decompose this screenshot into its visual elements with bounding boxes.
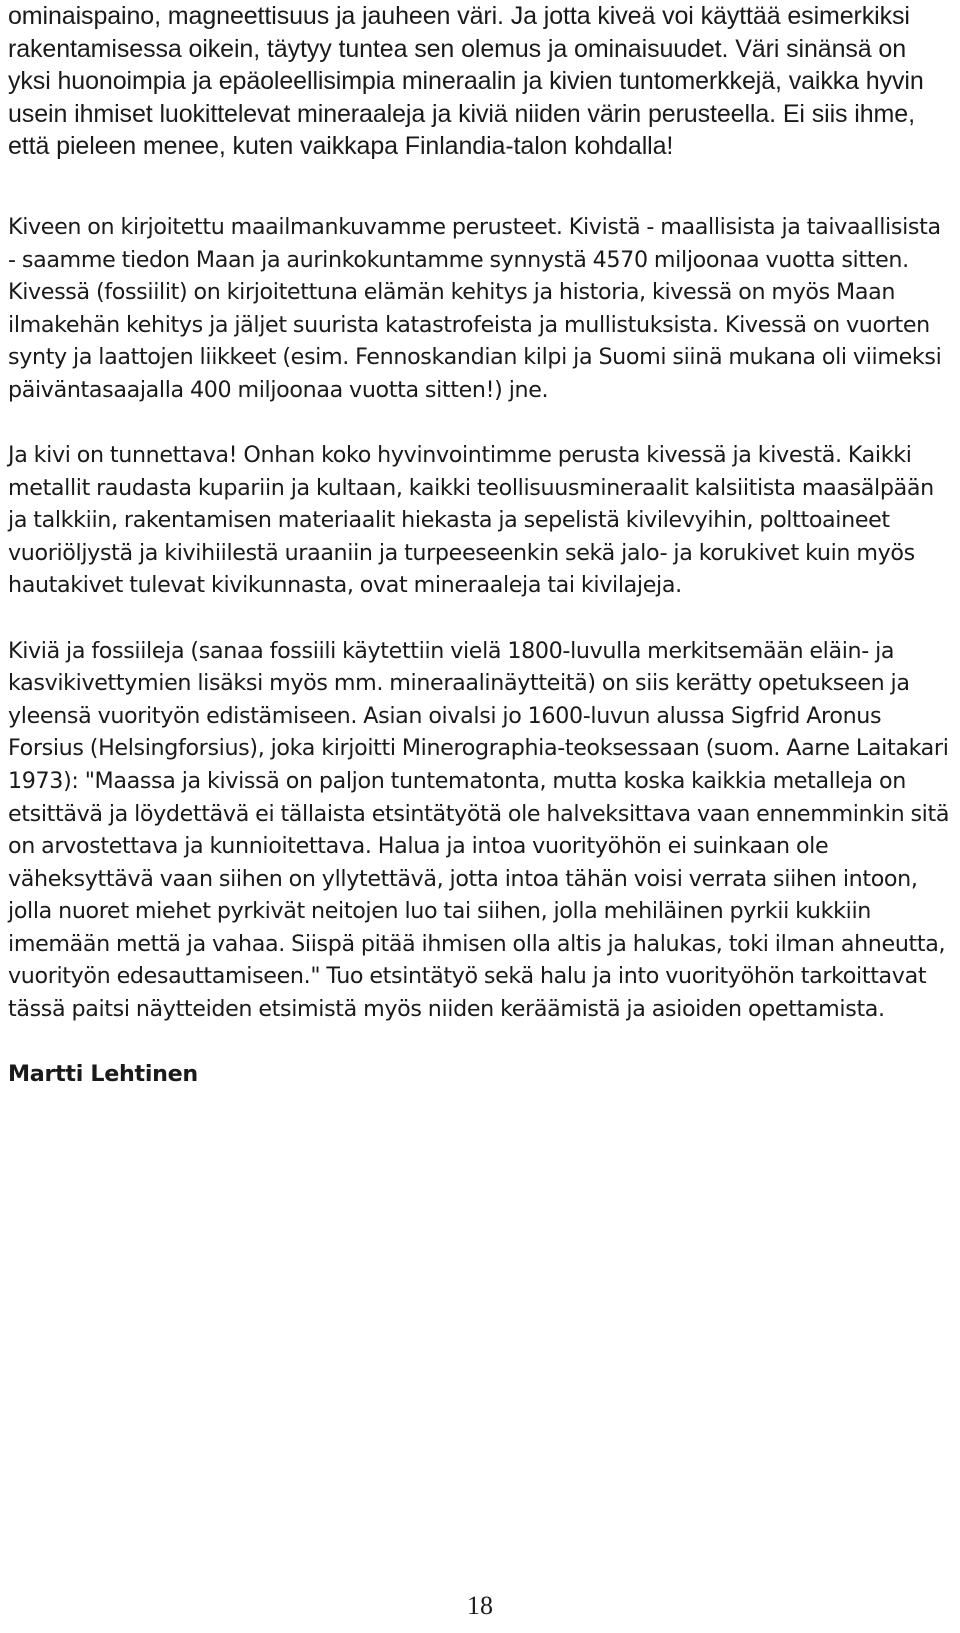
paragraph-mineral-properties: ominaispaino, magneettisuus ja jauheen väri. Ja jotta kiveä voi käyttää esimerkiksi rakentamisessa oikein, täytyy tuntea sen olemus ja ominaisuudet. Väri sinänsä on yksi huonoimpia ja epäoleellisimpia mineraalin ja kivien tuntomerkkejä, vaikka hyvin usein ihmiset luokittelevat mineraaleja ja kiviä niiden värin perusteella. Ei siis ihme, että pieleen menee, kuten vaikkapa Finlandia-talon kohdalla!	[8, 2, 924, 160]
document-page	[8, 0, 953, 1091]
page-number: 18	[467, 1591, 493, 1620]
paragraph-worldview-in-stone: Kiveen on kirjoitettu maailmankuvamme perusteet. Kivistä - maallisista ja taivaallisista - saamme tiedon Maan ja aurinkokuntamme synnystä 4570 miljoonaa vuotta sitten. Kivessä (fossiilit) on kirjoitettuna elämän kehitys ja historia, kivessä on myös Maan ilmakehän kehitys ja jäljet suurista katastrofeista ja mullistuksista. Kivessä on vuorten synty ja laattojen liikkeet (esim. Fennoskandian kilpi ja Suomi siinä mukana oli viimeksi päiväntasaajalla 400 miljoonaa vuotta sitten!) jne.	[8, 214, 942, 403]
paragraph-spacer	[8, 602, 953, 635]
paragraph-spacer	[8, 1026, 953, 1059]
paragraph-spacer	[8, 195, 953, 211]
paragraph-know-the-stone: Ja kivi on tunnettava! Onhan koko hyvinvointimme perusta kivessä ja kivestä. Kaikki metallit raudasta kupariin ja kultaan, kaikki teollisuusmineraalit kalsiitista maasälpään ja talkkiin, rakentamisen materiaalit hiekasta ja sepelistä kivilevyihin, polttoaineet vuoriöljystä ja kivihiilestä uraaniin ja turpeeseenkin sekä jalo- ja korukivet kuin myös hautakivet tulevat kivikunnasta, ovat mineraaleja tai kivilajeja.	[8, 442, 934, 599]
author-signature: Martti Lehtinen	[8, 1061, 198, 1088]
paragraph-fossils-and-forsius: Kiviä ja fossiileja (sanaa fossiili käytettiin vielä 1800-luvulla merkitsemään eläin- ja kasvikivettymien lisäksi myös mm. mineraalinäytteitä) on siis kerätty opetukseen ja yleensä vuorityön edistämiseen. Asian oivalsi jo 1600-luvun alussa Sigfrid Aronus Forsius (Helsingforsius), joka kirjoitti Minerographia-teoksessaan (suom. Aarne Laitakari 1973): "Maassa ja kivissä on paljon tuntematonta, mutta koska kaikkia metalleja on etsittävä ja löydettävä ei tällaista etsintätyötä ole halveksittava vaan ennemminkin sitä on arvostettava ja kunnioitettava. Halua ja intoa vuorityöhön ei suinkaan ole väheksyttävä vaan siihen on yllytettävä, jotta intoa tähän voisi verrata siihen intoon, jolla nuoret miehet pyrkivät neitojen luo tai siihen, jolla mehiläinen pyrkii kukkiin imemään mettä ja vahaa. Siispä pitää ihmisen olla altis ja halukas, toki ilman ahneutta, vuorityön edesauttamiseen." Tuo etsintätyö sekä halu ja into vuorityöhön tarkoittavat tässä paitsi näytteiden etsimistä myös niiden keräämistä ja asioiden opettamista.	[8, 637, 950, 1023]
paragraph-spacer	[8, 407, 953, 440]
paragraph-spacer	[8, 163, 953, 196]
